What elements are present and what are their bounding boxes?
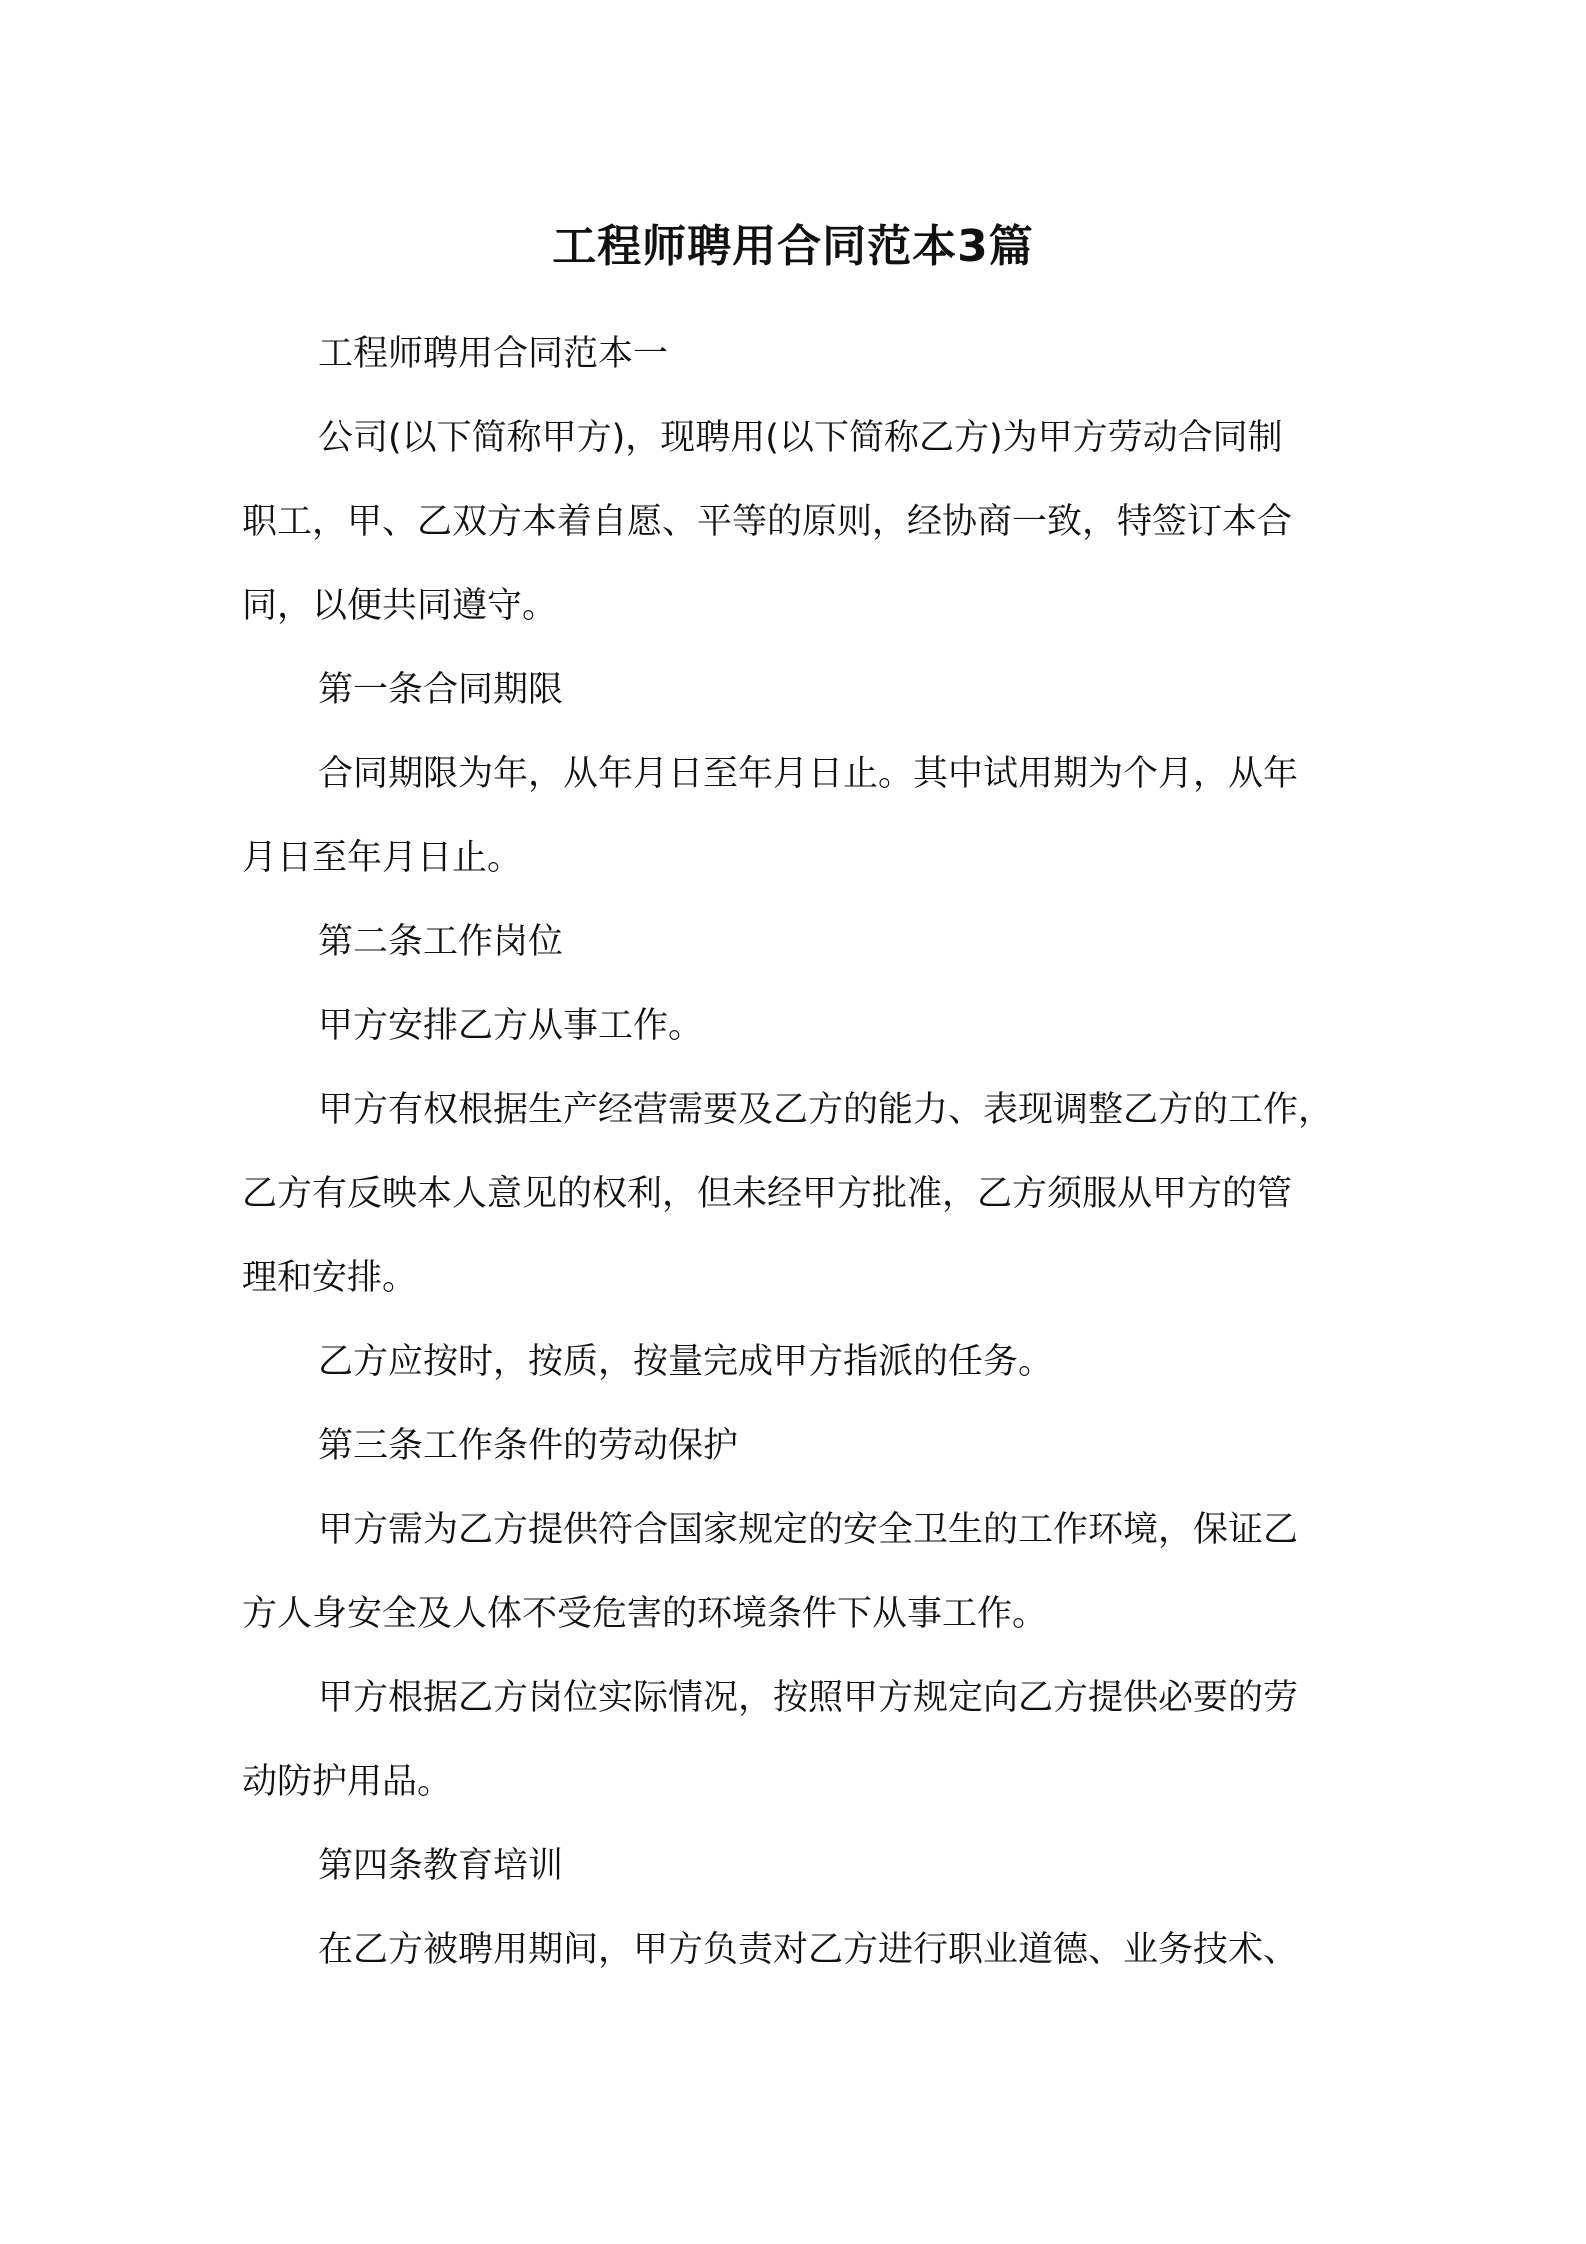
paragraph-line: 甲方根据乙方岗位实际情况，按照甲方规定向乙方提供必要的劳 [318, 1678, 1299, 1718]
paragraph-line: 在乙方被聘用期间，甲方负责对乙方进行职业道德、业务技术、 [318, 1930, 1299, 1970]
paragraph-line: 方人身安全及人体不受危害的环境条件下从事工作。 [242, 1594, 1048, 1634]
paragraph-line: 甲方需为乙方提供符合国家规定的安全卫生的工作环境，保证乙 [318, 1510, 1299, 1550]
article-heading-4: 第四条教育培训 [318, 1846, 564, 1886]
paragraph-line: 甲方安排乙方从事工作。 [318, 1006, 704, 1046]
paragraph-line: 同，以便共同遵守。 [242, 586, 558, 626]
paragraph-line: 职工，甲、乙双方本着自愿、平等的原则，经协商一致，特签订本合 [242, 502, 1293, 542]
paragraph-line: 甲方有权根据生产经营需要及乙方的能力、表现调整乙方的工作， [318, 1090, 1334, 1130]
article-heading-1: 第一条合同期限 [318, 670, 564, 710]
paragraph-line: 月日至年月日止。 [242, 838, 523, 878]
paragraph-line: 动防护用品。 [242, 1762, 453, 1802]
paragraph-line: 合同期限为年，从年月日至年月日止。其中试用期为个月，从年 [318, 754, 1299, 794]
paragraph-line: 乙方应按时，按质，按量完成甲方指派的任务。 [318, 1342, 1054, 1382]
article-heading-3: 第三条工作条件的劳动保护 [318, 1426, 739, 1466]
document-title: 工程师聘用合同范本3篇 [552, 221, 1034, 272]
section-heading-contract-one: 工程师聘用合同范本一 [318, 334, 669, 374]
paragraph-line: 公司(以下简称甲方)，现聘用(以下简称乙方)为甲方劳动合同制 [318, 418, 1283, 458]
paragraph-line: 乙方有反映本人意见的权利，但未经甲方批准，乙方须服从甲方的管 [242, 1174, 1293, 1214]
article-heading-2: 第二条工作岗位 [318, 922, 564, 962]
paragraph-line: 理和安排。 [242, 1258, 418, 1298]
